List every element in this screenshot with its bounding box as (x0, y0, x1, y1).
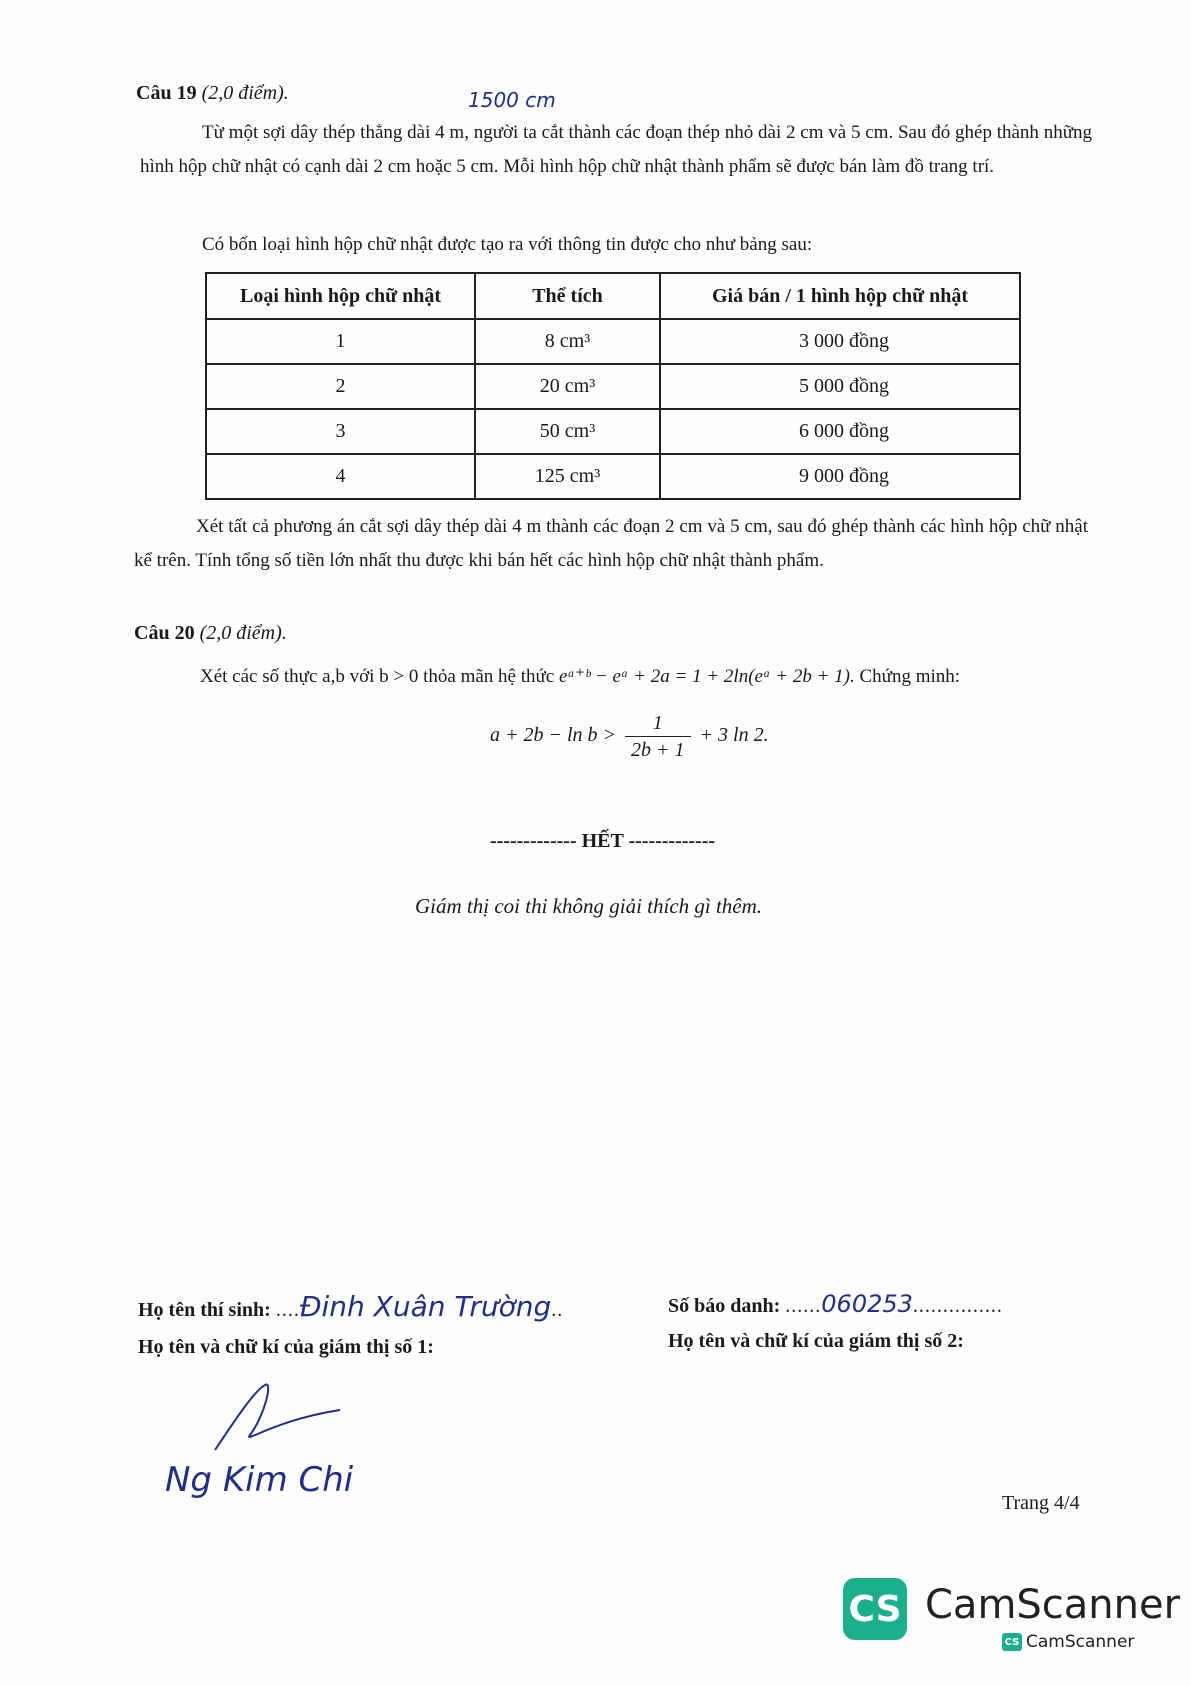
cell-type: 1 (206, 319, 475, 364)
candidate-name: Đinh Xuân Trường (299, 1290, 552, 1323)
q19-paragraph-1: Từ một sợi dây thép thẳng dài 4 m, người ta cắt thành các đoạn thép nhỏ dài 2 cm và 5 cm. Sau đó ghép thành những hình hộp chữ nhật có cạnh dài 2 cm hoặc 5 cm. Mỗi hình hộp chữ nhật thành phẩm sẽ được bán làm đồ trang trí. (140, 122, 1092, 177)
cell-type: 2 (206, 364, 475, 409)
ineq-left: a + 2b − ln b > (490, 724, 617, 747)
cell-volume: 8 cm³ (475, 319, 660, 364)
cell-volume: 50 cm³ (475, 409, 660, 454)
table-row (206, 454, 1020, 499)
ineq-fraction (625, 710, 691, 763)
table-header-price: Giá bán / 1 hình hộp chữ nhật (660, 273, 1020, 319)
table-header-volume: Thể tích (475, 273, 660, 319)
sbd-label: Số báo danh: (668, 1295, 786, 1317)
q20-tail: Chứng minh: (859, 666, 961, 687)
q20-statement (200, 660, 1100, 694)
end-mark: ------------- HẾT ------------- (490, 830, 716, 852)
cell-volume: 20 cm³ (475, 364, 660, 409)
cell-type: 3 (206, 409, 475, 454)
q19-points: (2,0 điểm). (201, 82, 289, 104)
sbd-line: Số báo danh: ......060253............... (668, 1290, 1003, 1318)
cell-price: 3 000 đồng (660, 319, 1020, 364)
cell-type: 4 (206, 454, 475, 499)
table-row (206, 409, 1020, 454)
camscanner-small-brand (1002, 1632, 1134, 1652)
handwritten-annotation: 1500 cm (468, 88, 556, 112)
cell-volume: 125 cm³ (475, 454, 660, 499)
camscanner-mini-logo: CS (1002, 1633, 1022, 1651)
cell-price: 9 000 đồng (660, 454, 1020, 499)
table-row (206, 319, 1020, 364)
q19-paragraph-3: Xét tất cả phương án cắt sợi dây thép dài 4 m thành các đoạn 2 cm và 5 cm, sau đó ghép thành các hình hộp chữ nhật kể trên. Tính tổng số tiền lớn nhất thu được khi bán hết các hình hộp chữ nhật thành phẩm. (134, 516, 1088, 571)
camscanner-small-text: CamScanner (1026, 1632, 1135, 1652)
fraction-denominator: 2b + 1 (631, 739, 685, 761)
q19-title: Câu 19 (136, 82, 197, 104)
page-number: Trang 4/4 (1002, 1492, 1080, 1514)
proctor1-name: Ng Kim Chi (165, 1460, 354, 1500)
table-header-type: Loại hình hộp chữ nhật (206, 273, 475, 319)
sbd-value: 060253 (821, 1290, 913, 1318)
q19-heading (136, 82, 289, 105)
proctor1-signature-mark (195, 1380, 355, 1460)
candidate-line: Họ tên thí sinh: ....Đinh Xuân Trường.. (138, 1290, 564, 1323)
q20-heading (134, 622, 287, 645)
q19-paragraph-2: Có bốn loại hình hộp chữ nhật được tạo ra với thông tin được cho như bảng sau: (202, 234, 813, 255)
cell-price: 6 000 đồng (660, 409, 1020, 454)
q20-lead: Xét các số thực a,b với b > 0 thỏa mãn hệ thức (200, 666, 555, 687)
q20-points: (2,0 điểm). (199, 622, 287, 644)
camscanner-brand: CamScanner (925, 1582, 1181, 1628)
table-row (206, 364, 1020, 409)
cell-price: 5 000 đồng (660, 364, 1020, 409)
ineq-right: + 3 ln 2. (699, 724, 769, 747)
proctor-note: Giám thị coi thi không giải thích gì thêm. (415, 894, 763, 918)
candidate-label: Họ tên thí sinh: (138, 1299, 276, 1321)
fraction-numerator: 1 (625, 710, 691, 737)
camscanner-logo: CS (843, 1578, 907, 1640)
q20-inequality (490, 710, 769, 763)
proctor2-label: Họ tên và chữ kí của giám thị số 2: (668, 1330, 964, 1352)
proctor1-label: Họ tên và chữ kí của giám thị số 1: (138, 1336, 434, 1358)
q20-title: Câu 20 (134, 622, 195, 644)
q20-equation: eᵃ⁺ᵇ − eᵃ + 2a = 1 + 2ln(eᵃ + 2b + 1). (558, 666, 855, 687)
box-types-table (205, 272, 1021, 500)
table-header-row (206, 273, 1020, 319)
